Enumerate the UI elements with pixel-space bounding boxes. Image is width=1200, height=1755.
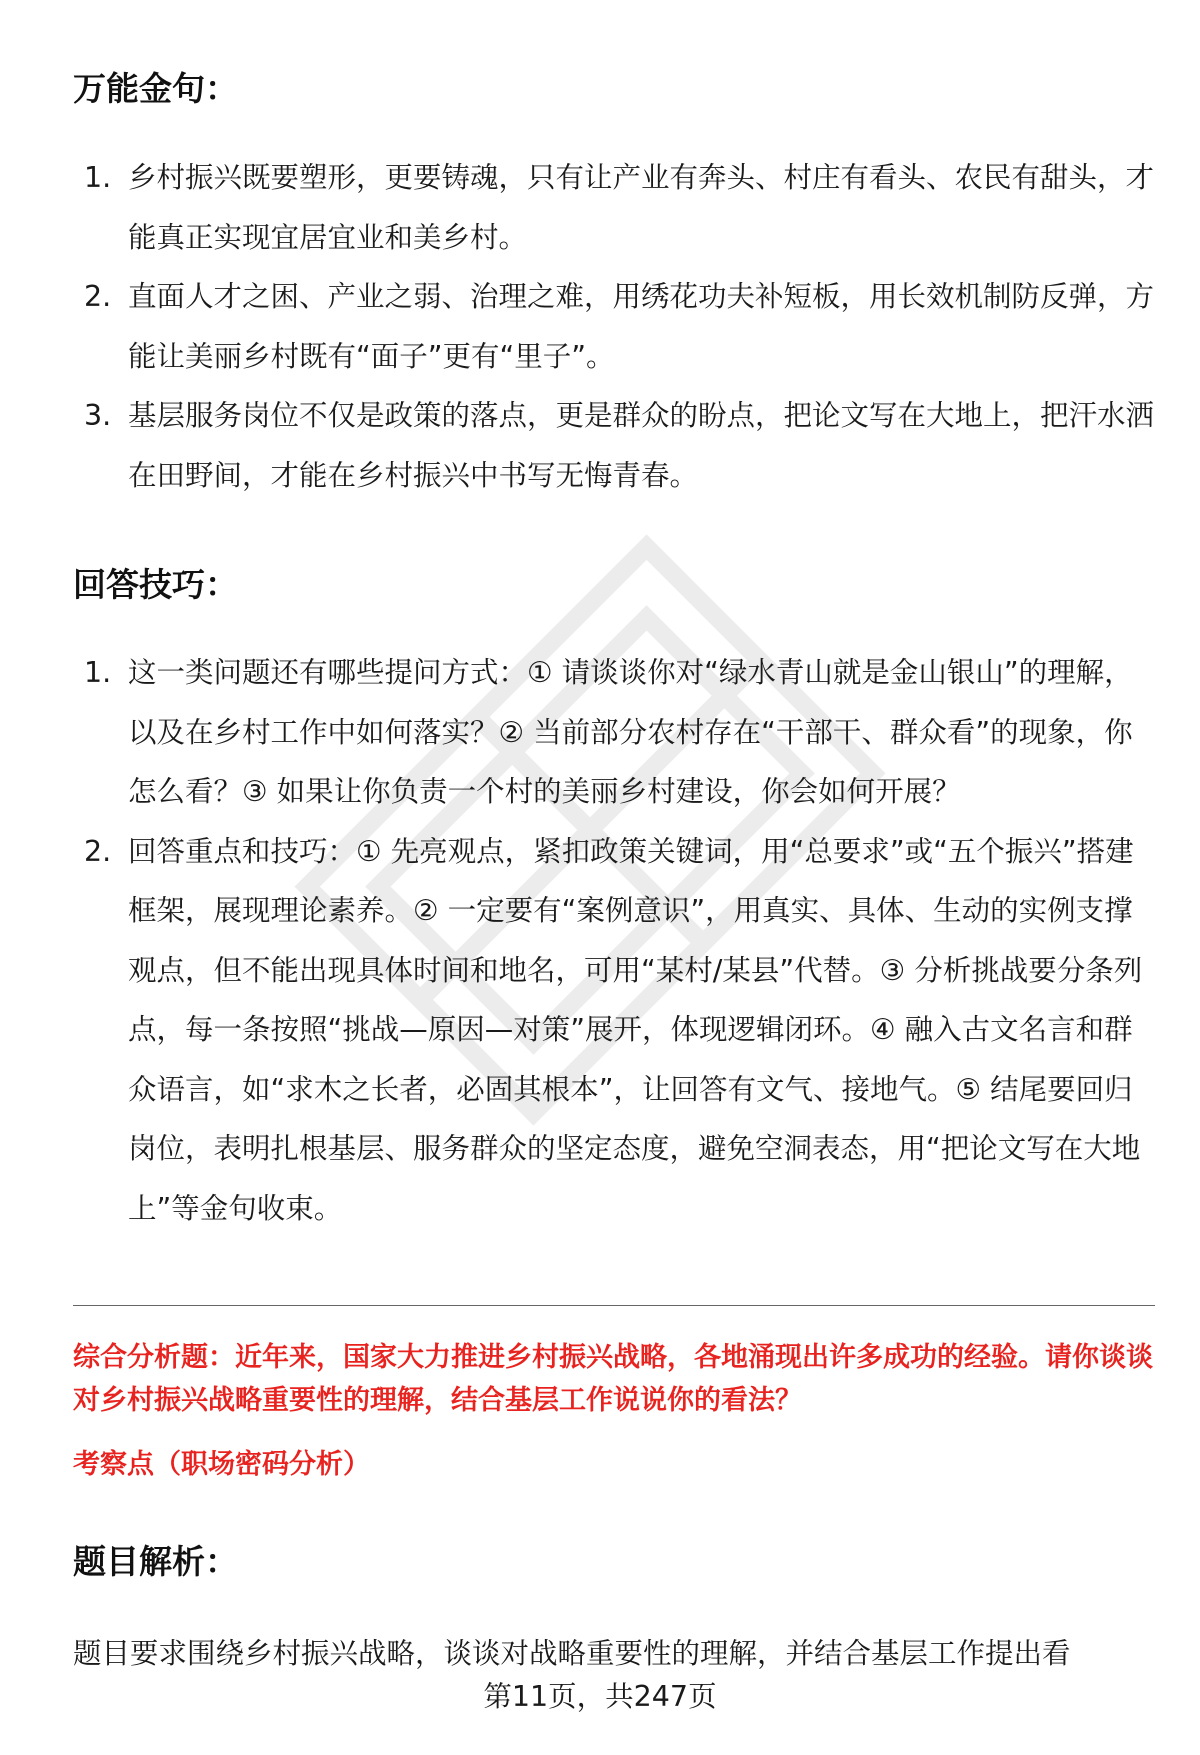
list-item (0, 386, 1200, 505)
page-number: 第11页，共247页 (483, 1680, 717, 1713)
list-item (0, 643, 1200, 822)
list-number: 2. (84, 280, 112, 313)
list-item (0, 822, 1200, 1239)
analysis-paragraph: 题目要求围绕乡村振兴战略，谈谈对战略重要性的理解，并结合基层工作提出看 (73, 1637, 1071, 1670)
golden-sentences-heading: 万能金句： (73, 69, 238, 108)
list-item (0, 148, 1200, 267)
golden-sentences-list (0, 148, 1200, 505)
list-number: 2. (84, 834, 112, 868)
list-item-text: 直面人才之困、产业之弱、治理之难，用绣花功夫补短板，用长效机制防反弹，方能让美丽乡村既有“面子”更有“里子”。 (128, 280, 1155, 373)
list-item-text: 这一类问题还有哪些提问方式：① 请谈谈你对“绿水青山就是金山银山”的理解，以及在乡村工作中如何落实？② 当前部分农村存在“干部干、群众看”的现象，你怎么看？③ 如果让你负责一个村的美丽乡村建设，你会如何开展？ (128, 656, 1133, 808)
list-number: 1. (84, 161, 112, 194)
list-item (0, 267, 1200, 386)
question-text: 综合分析题：近年来，国家大力推进乡村振兴战略，各地涌现出许多成功的经验。请你谈谈对乡村振兴战略重要性的理解，结合基层工作说说你的看法？ (73, 1342, 1153, 1416)
analysis-heading: 题目解析： (73, 1542, 238, 1581)
answer-tips-heading: 回答技巧： (73, 565, 238, 604)
list-item-text: 基层服务岗位不仅是政策的落点，更是群众的盼点，把论文写在大地上，把汗水洒在田野间，才能在乡村振兴中书写无悔青春。 (128, 399, 1155, 492)
section-divider (73, 1305, 1155, 1306)
list-item-text: 回答重点和技巧：① 先亮观点，紧扣政策关键词，用“总要求”或“五个振兴”搭建框架，展现理论素养。② 一定要有“案例意识”，用真实、具体、生动的实例支撑观点，但不能出现具体时间和地名，可用“某村/某县”代替。③ 分析挑战要分条列点，每一条按照“挑战—原因—对策”展开，体现逻辑闭环。④ 融入古文名言和群众语言，如“求木之长者，必固其根本”，让回答有文气、接地气。⑤ 结尾要回归岗位，表明扎根基层、服务群众的坚定态度，避免空洞表态，用“把论文写在大地上”等金句收束。 (128, 834, 1143, 1225)
list-number: 3. (84, 399, 112, 432)
list-item-text: 乡村振兴既要塑形，更要铸魂，只有让产业有奔头、村庄有看头、农民有甜头，才能真正实现宜居宜业和美乡村。 (128, 161, 1155, 254)
answer-tips-list (0, 643, 1200, 1238)
list-number: 1. (84, 656, 112, 689)
assessment-point-label: 考察点（职场密码分析） (73, 1449, 370, 1480)
